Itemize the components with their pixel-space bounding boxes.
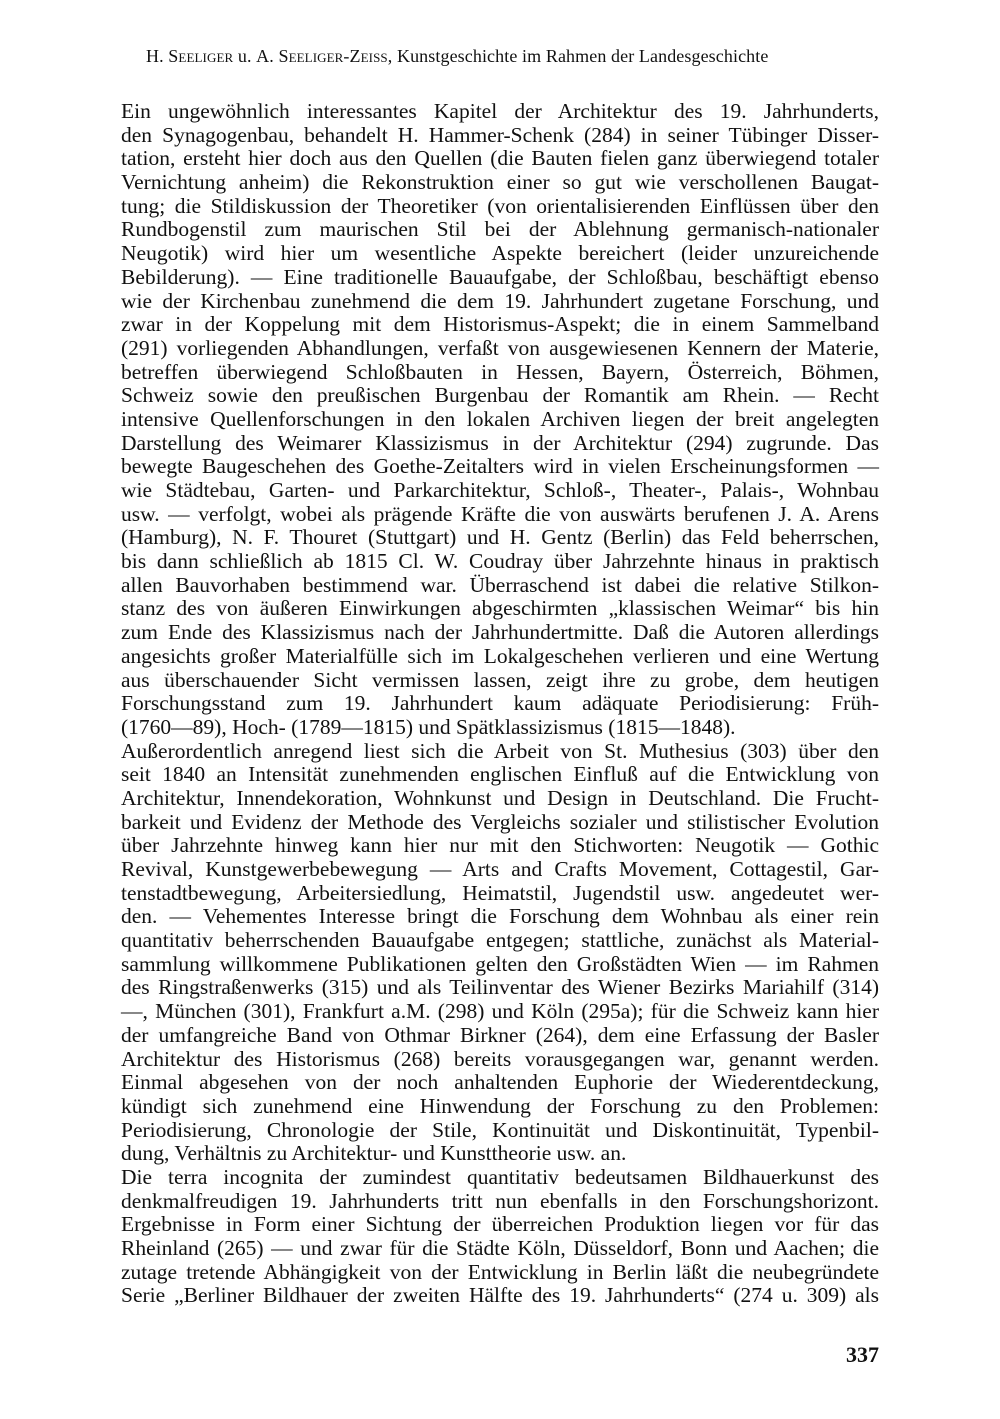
text-line: Außerordentlich anregend liest sich die Arbeit von St. Muthesius (303) über den: [121, 738, 879, 763]
running-head: [146, 46, 866, 67]
text-line: betreffen überwiegend Schloßbauten in Hessen, Bayern, Österreich, Böhmen,: [121, 359, 879, 384]
text-line: (291) vorliegenden Abhandlungen, verfaßt von ausgewiesenen Kennern der Materie,: [121, 335, 879, 360]
text-line: zutage tretende Abhängigkeit von der Entwicklung in Berlin läßt die neubegründete: [121, 1259, 879, 1284]
text-line: Serie „Berliner Bildhauer der zweiten Hälfte des 19. Jahrhunderts“ (274 u. 309) als: [121, 1283, 879, 1308]
text-line: zum Ende des Klassizismus nach der Jahrhundertmitte. Daß die Autoren allerdings: [121, 620, 879, 645]
text-line: Einmal abgesehen von der noch anhaltenden Euphorie der Wiederentdeckung,: [121, 1070, 879, 1095]
text-line: —, München (301), Frankfurt a.M. (298) und Köln (295a); für die Schweiz kann hier: [121, 999, 879, 1024]
text-line: tung; die Stildiskussion der Theoretiker (von orientalisierenden Einflüssen über den: [121, 193, 879, 218]
text-line: des Ringstraßenwerks (315) und als Teilinventar des Wiener Bezirks Mariahilf (314): [121, 975, 879, 1000]
text-line: bis dann schließlich ab 1815 Cl. W. Coudray über Jahrzehnte hinaus in praktisch: [121, 549, 879, 574]
text-line: zwar in der Koppelung mit dem Historismus-Aspekt; die in einem Sammelband: [121, 312, 879, 337]
text-line: dung, Verhältnis zu Architektur- und Kunsttheorie usw. an.: [121, 1141, 627, 1166]
text-line: (1760—89), Hoch- (1789—1815) und Spätklassizismus (1815—1848).: [121, 714, 736, 739]
text-line: Forschungsstand zum 19. Jahrhundert kaum adäquate Periodisierung: Früh-: [121, 691, 879, 716]
text-line: stanz des von äußeren Einwirkungen abgeschirmten „klassischen Weimar“ bis hin: [121, 596, 879, 621]
page-number: 337: [846, 1342, 879, 1367]
text-line: denkmalfreudigen 19. Jahrhunderts tritt nun ebenfalls in den Forschungshorizont.: [121, 1188, 879, 1213]
text-line: sammlung willkommene Publikationen gelten den Großstädten Wien — im Rahmen: [121, 951, 879, 976]
text-line: Architektur, Innendekoration, Wohnkunst und Design in Deutschland. Die Frucht-: [121, 785, 879, 810]
text-line: Schweiz sowie den preußischen Burgenbau der Romantik am Rhein. — Recht: [121, 383, 879, 408]
text-line: angesichts großer Materialfülle sich im Lokalgeschehen verlieren und eine Wertung: [121, 643, 879, 668]
text-line: tation, ersteht hier doch aus den Quellen (die Bauten fielen ganz überwiegend totaler: [121, 146, 879, 171]
text-line: (Hamburg), N. F. Thouret (Stuttgart) und H. Gentz (Berlin) das Feld beherrschen,: [121, 525, 879, 550]
text-line: seit 1840 an Intensität zunehmenden englischen Einfluß auf die Entwicklung von: [121, 762, 879, 787]
paragraph: [121, 100, 879, 740]
text-line: Vernichtung anheim) die Rekonstruktion einer so gut wie verschollenen Baugat-: [121, 170, 879, 195]
text-line: Ein ungewöhnlich interessantes Kapitel der Architektur des 19. Jahrhunderts,: [121, 99, 879, 123]
text-line: Die terra incognita der zumindest quantitativ bedeutsamen Bildhauerkunst des: [121, 1164, 879, 1189]
text-line: Neugotik) wird hier um wesentliche Aspekte bereichert (leider unzureichende: [121, 241, 879, 266]
text-line: allen Bauvorhaben bestimmend war. Überraschend ist dabei die relative Stilkon-: [121, 572, 879, 597]
text-line: tenstadtbewegung, Arbeitersiedlung, Heimatstil, Jugendstil usw. angedeutet wer-: [121, 880, 879, 905]
text-line: usw. — verfolgt, wobei als prägende Kräfte die von auswärts berufenen J. A. Arens: [121, 501, 879, 526]
paragraph: [121, 740, 879, 1166]
text-line: wie der Kirchenbau zunehmend die dem 19. Jahrhundert zugetane Forschung, und: [121, 288, 879, 313]
text-line: wie Städtebau, Garten- und Parkarchitektur, Schloß-, Theater-, Palais-, Wohnbau: [121, 478, 879, 502]
text-line: Rundbogenstil zum maurischen Stil bei der Ablehnung germanisch-nationaler: [121, 217, 879, 242]
text-line: Bebilderung). — Eine traditionelle Bauaufgabe, der Schloßbau, beschäftigt ebenso: [121, 264, 879, 289]
text-line: bewegte Baugeschehen des Goethe-Zeitalters wird in vielen Erscheinungsformen —: [121, 454, 879, 479]
running-head-conjunction: u.: [233, 46, 257, 66]
body-text: [121, 100, 879, 1308]
running-head-title: , Kunstgeschichte im Rahmen der Landesgeschichte: [387, 46, 769, 66]
text-line: über Jahrzehnte hinweg kann hier nur mit den Stichworten: Neugotik — Gothic: [121, 833, 879, 858]
text-line: der umfangreiche Band von Othmar Birkner (264), dem eine Erfassung der Basler: [121, 1022, 879, 1047]
text-line: Revival, Kunstgewerbebewegung — Arts and Crafts Movement, Cottagestil, Gar-: [121, 857, 879, 881]
text-line: den Synagogenbau, behandelt H. Hammer-Schenk (284) in seiner Tübinger Disser-: [121, 122, 879, 147]
text-line: aus überschauender Sicht vermissen lassen, zeigt ihre zu grobe, dem heutigen: [121, 667, 879, 692]
running-head-author-2: A. Seeliger-Zeiss: [256, 46, 388, 66]
paragraph: [121, 1166, 879, 1308]
text-line: intensive Quellenforschungen in den lokalen Archiven liegen der breit angelegten: [121, 406, 879, 431]
text-line: Ergebnisse in Form einer Sichtung der überreichen Produktion liegen vor für das: [121, 1212, 879, 1237]
text-line: Rheinland (265) — und zwar für die Städte Köln, Düsseldorf, Bonn und Aachen; die: [121, 1236, 879, 1260]
running-head-author-1: H. Seeliger: [146, 46, 234, 66]
text-line: quantitativ beherrschenden Bauaufgabe entgegen; stattliche, zunächst als Material-: [121, 928, 879, 953]
text-line: kündigt sich zunehmend eine Hinwendung der Forschung zu den Problemen:: [121, 1093, 879, 1118]
text-line: barkeit und Evidenz der Methode des Vergleichs sozialer und stilistischer Evolution: [121, 809, 879, 834]
text-line: Periodisierung, Chronologie der Stile, Kontinuität und Diskontinuität, Typenbil-: [121, 1117, 879, 1142]
text-line: Architektur des Historismus (268) bereits vorausgegangen war, genannt werden.: [121, 1046, 879, 1071]
text-line: den. — Vehementes Interesse bringt die Forschung dem Wohnbau als einer rein: [121, 904, 879, 929]
text-line: Darstellung des Weimarer Klassizismus in der Architektur (294) zugrunde. Das: [121, 430, 879, 455]
